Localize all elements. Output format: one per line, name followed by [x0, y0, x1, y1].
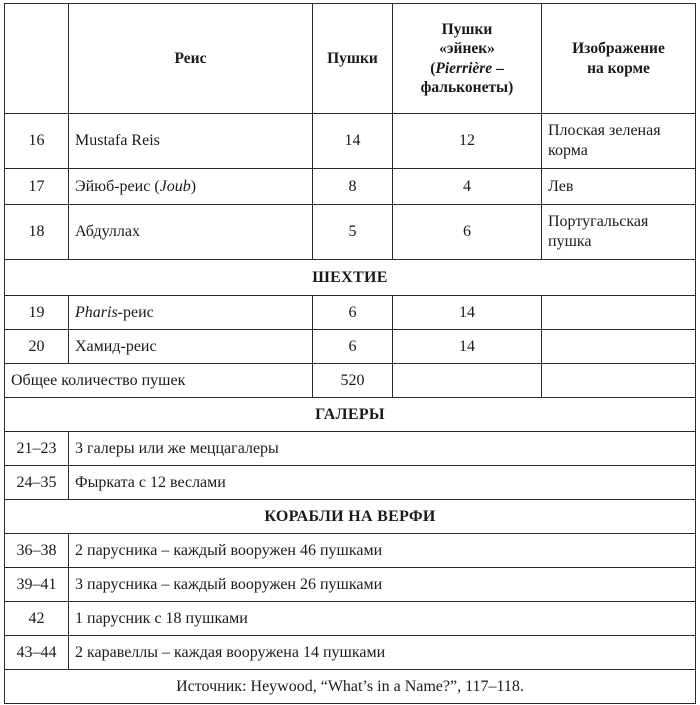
row-description: 3 галеры или же меццагалеры	[69, 432, 696, 466]
row-cannons: 5	[313, 205, 393, 260]
row-name-suffix: )	[190, 177, 197, 195]
section-row	[5, 398, 696, 432]
header-einek-dash: –	[492, 59, 504, 77]
header-cannons: Пушки	[313, 4, 393, 114]
row-name: Абдуллах	[69, 205, 313, 260]
header-einek: Пушки «эйнек» (Pierrière – фальконеты)	[393, 4, 542, 114]
row-name	[69, 296, 313, 330]
row-name: Хамид-реис	[69, 330, 313, 364]
row-description: 2 каравеллы – каждая вооружена 14 пушками	[69, 636, 696, 670]
row-number: 39–41	[5, 568, 69, 602]
total-empty-cell	[542, 364, 696, 398]
total-row	[5, 364, 696, 398]
row-number: 18	[5, 205, 69, 260]
row-image	[542, 296, 696, 330]
row-image: Лев	[542, 169, 696, 205]
row-name: Mustafa Reis	[69, 114, 313, 169]
row-number: 19	[5, 296, 69, 330]
row-einek: 14	[393, 330, 542, 364]
section-row	[5, 500, 696, 534]
table-row	[5, 636, 696, 670]
row-description: 2 парусника – каждый вооружен 46 пушками	[69, 534, 696, 568]
row-description: 3 парусника – каждый вооружен 26 пушками	[69, 568, 696, 602]
row-number: 24–35	[5, 466, 69, 500]
row-number: 20	[5, 330, 69, 364]
table-row	[5, 296, 696, 330]
table-row	[5, 432, 696, 466]
table-row	[5, 568, 696, 602]
total-label: Общее количество пушек	[5, 364, 313, 398]
row-name-italic: Joub	[159, 177, 191, 195]
row-einek: 12	[393, 114, 542, 169]
row-description: Фырката с 12 веслами	[69, 466, 696, 500]
row-name-italic: Pharis	[75, 303, 118, 321]
row-cannons: 6	[313, 330, 393, 364]
ships-table	[4, 3, 696, 704]
row-number: 21–23	[5, 432, 69, 466]
row-cannons: 14	[313, 114, 393, 169]
source-row	[5, 670, 696, 704]
header-einek-line4: фальконеты)	[420, 78, 514, 96]
row-einek: 4	[393, 169, 542, 205]
row-image	[542, 330, 696, 364]
row-einek: 6	[393, 205, 542, 260]
section-shekhtie: ШЕХТИЕ	[5, 260, 696, 296]
row-image: Португальская пушка	[542, 205, 696, 260]
row-cannons: 6	[313, 296, 393, 330]
table-row	[5, 602, 696, 636]
source-note: Источник: Heywood, “What’s in a Name?”, 117–118.	[5, 670, 696, 704]
row-name-suffix: -реис	[117, 303, 154, 321]
section-galleys: ГАЛЕРЫ	[5, 398, 696, 432]
row-einek: 14	[393, 296, 542, 330]
header-einek-line2: «эйнек»	[439, 40, 495, 58]
row-name	[69, 169, 313, 205]
row-number: 43–44	[5, 636, 69, 670]
section-row	[5, 260, 696, 296]
table-row	[5, 330, 696, 364]
table-row	[5, 534, 696, 568]
row-image: Плоская зеленая корма	[542, 114, 696, 169]
table-row	[5, 205, 696, 260]
total-empty-cell	[393, 364, 542, 398]
table-row	[5, 466, 696, 500]
header-number	[5, 4, 69, 114]
header-einek-line1: Пушки	[441, 20, 493, 38]
row-cannons: 8	[313, 169, 393, 205]
section-shipyard: КОРАБЛИ НА ВЕРФИ	[5, 500, 696, 534]
row-number: 42	[5, 602, 69, 636]
row-description: 1 парусник с 18 пушками	[69, 602, 696, 636]
header-image-line2: на корме	[587, 59, 650, 77]
header-row	[5, 4, 696, 114]
total-value: 520	[313, 364, 393, 398]
header-image	[542, 4, 696, 114]
row-number: 17	[5, 169, 69, 205]
row-number: 36–38	[5, 534, 69, 568]
table-row	[5, 114, 696, 169]
header-reis: Реис	[69, 4, 313, 114]
table-row	[5, 169, 696, 205]
header-einek-italic: Pierrière	[435, 59, 493, 77]
header-image-line1: Изображение	[572, 40, 665, 58]
row-number: 16	[5, 114, 69, 169]
row-name-prefix: Эйюб-реис (	[75, 177, 160, 195]
